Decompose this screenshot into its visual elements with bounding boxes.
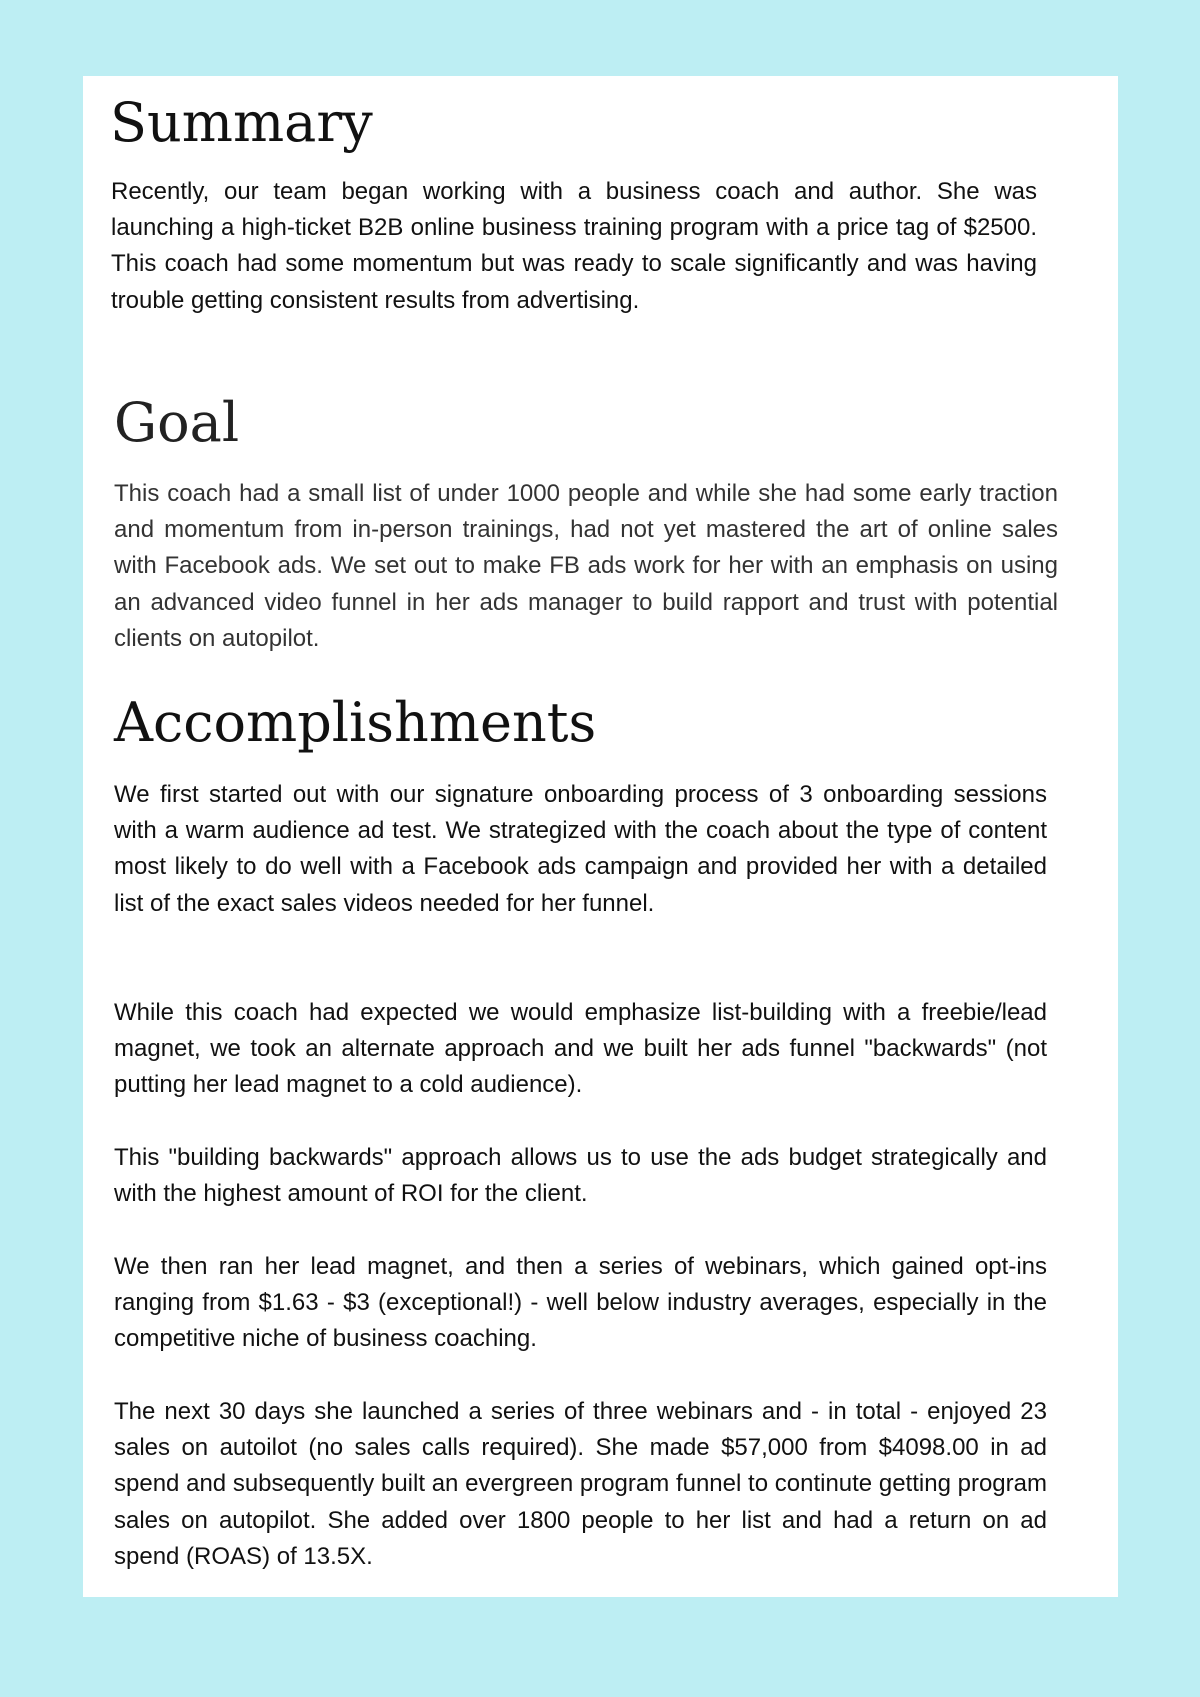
goal-heading: Goal <box>114 391 240 454</box>
accomplishments-paragraph-4: We then ran her lead magnet, and then a series of webinars, which gained opt-ins ranging from $1.63 - $3 (exceptional!) - well below industry averages, especially in the competitive niche of business coaching. <box>114 1253 1047 1353</box>
accomplishments-paragraph-2: While this coach had expected we would emphasize list-building with a freebie/lead magnet, we took an alternate approach and we built her ads funnel "backwards" (not putting her lead magnet to a cold audience). <box>114 999 1047 1099</box>
accomplishments-paragraph-3: This "building backwards" approach allows us to use the ads budget strategically and with the highest amount of ROI for the client. <box>114 1144 1047 1208</box>
accomplishments-paragraph-1: We first started out with our signature onboarding process of 3 onboarding sessions with a warm audience ad test. We strategized with the coach about the type of content most likely to do well with a Facebook ads campaign and provided her with a detailed list of the exact sales videos needed for her funnel. <box>114 781 1047 917</box>
accomplishments-paragraph-5: The next 30 days she launched a series of three webinars and - in total - enjoyed 23 sales on autoilot (no sales calls required). She made $57,000 from $4098.00 in ad spend and subsequently built an evergreen program funnel to continute getting program sales on autopilot. She added over 1800 people to her list and had a return on ad spend (ROAS) of 13.5X. <box>114 1398 1047 1570</box>
document-card <box>83 76 1118 1597</box>
summary-paragraph: Recently, our team began working with a business coach and author. She was launching a high-ticket B2B online business training program with a price tag of $2500. This coach had some momentum but was ready to scale significantly and was having trouble getting consistent results from advertising. <box>111 178 1037 314</box>
goal-paragraph: This coach had a small list of under 1000 people and while she had some early traction and momentum from in-person trainings, had not yet mastered the art of online sales with Facebook ads. We set out to make FB ads work for her with an emphasis on using an advanced video funnel in her ads manager to build rapport and trust with potential clients on autopilot. <box>114 480 1058 652</box>
accomplishments-heading: Accomplishments <box>114 691 597 754</box>
summary-heading: Summary <box>110 91 373 154</box>
